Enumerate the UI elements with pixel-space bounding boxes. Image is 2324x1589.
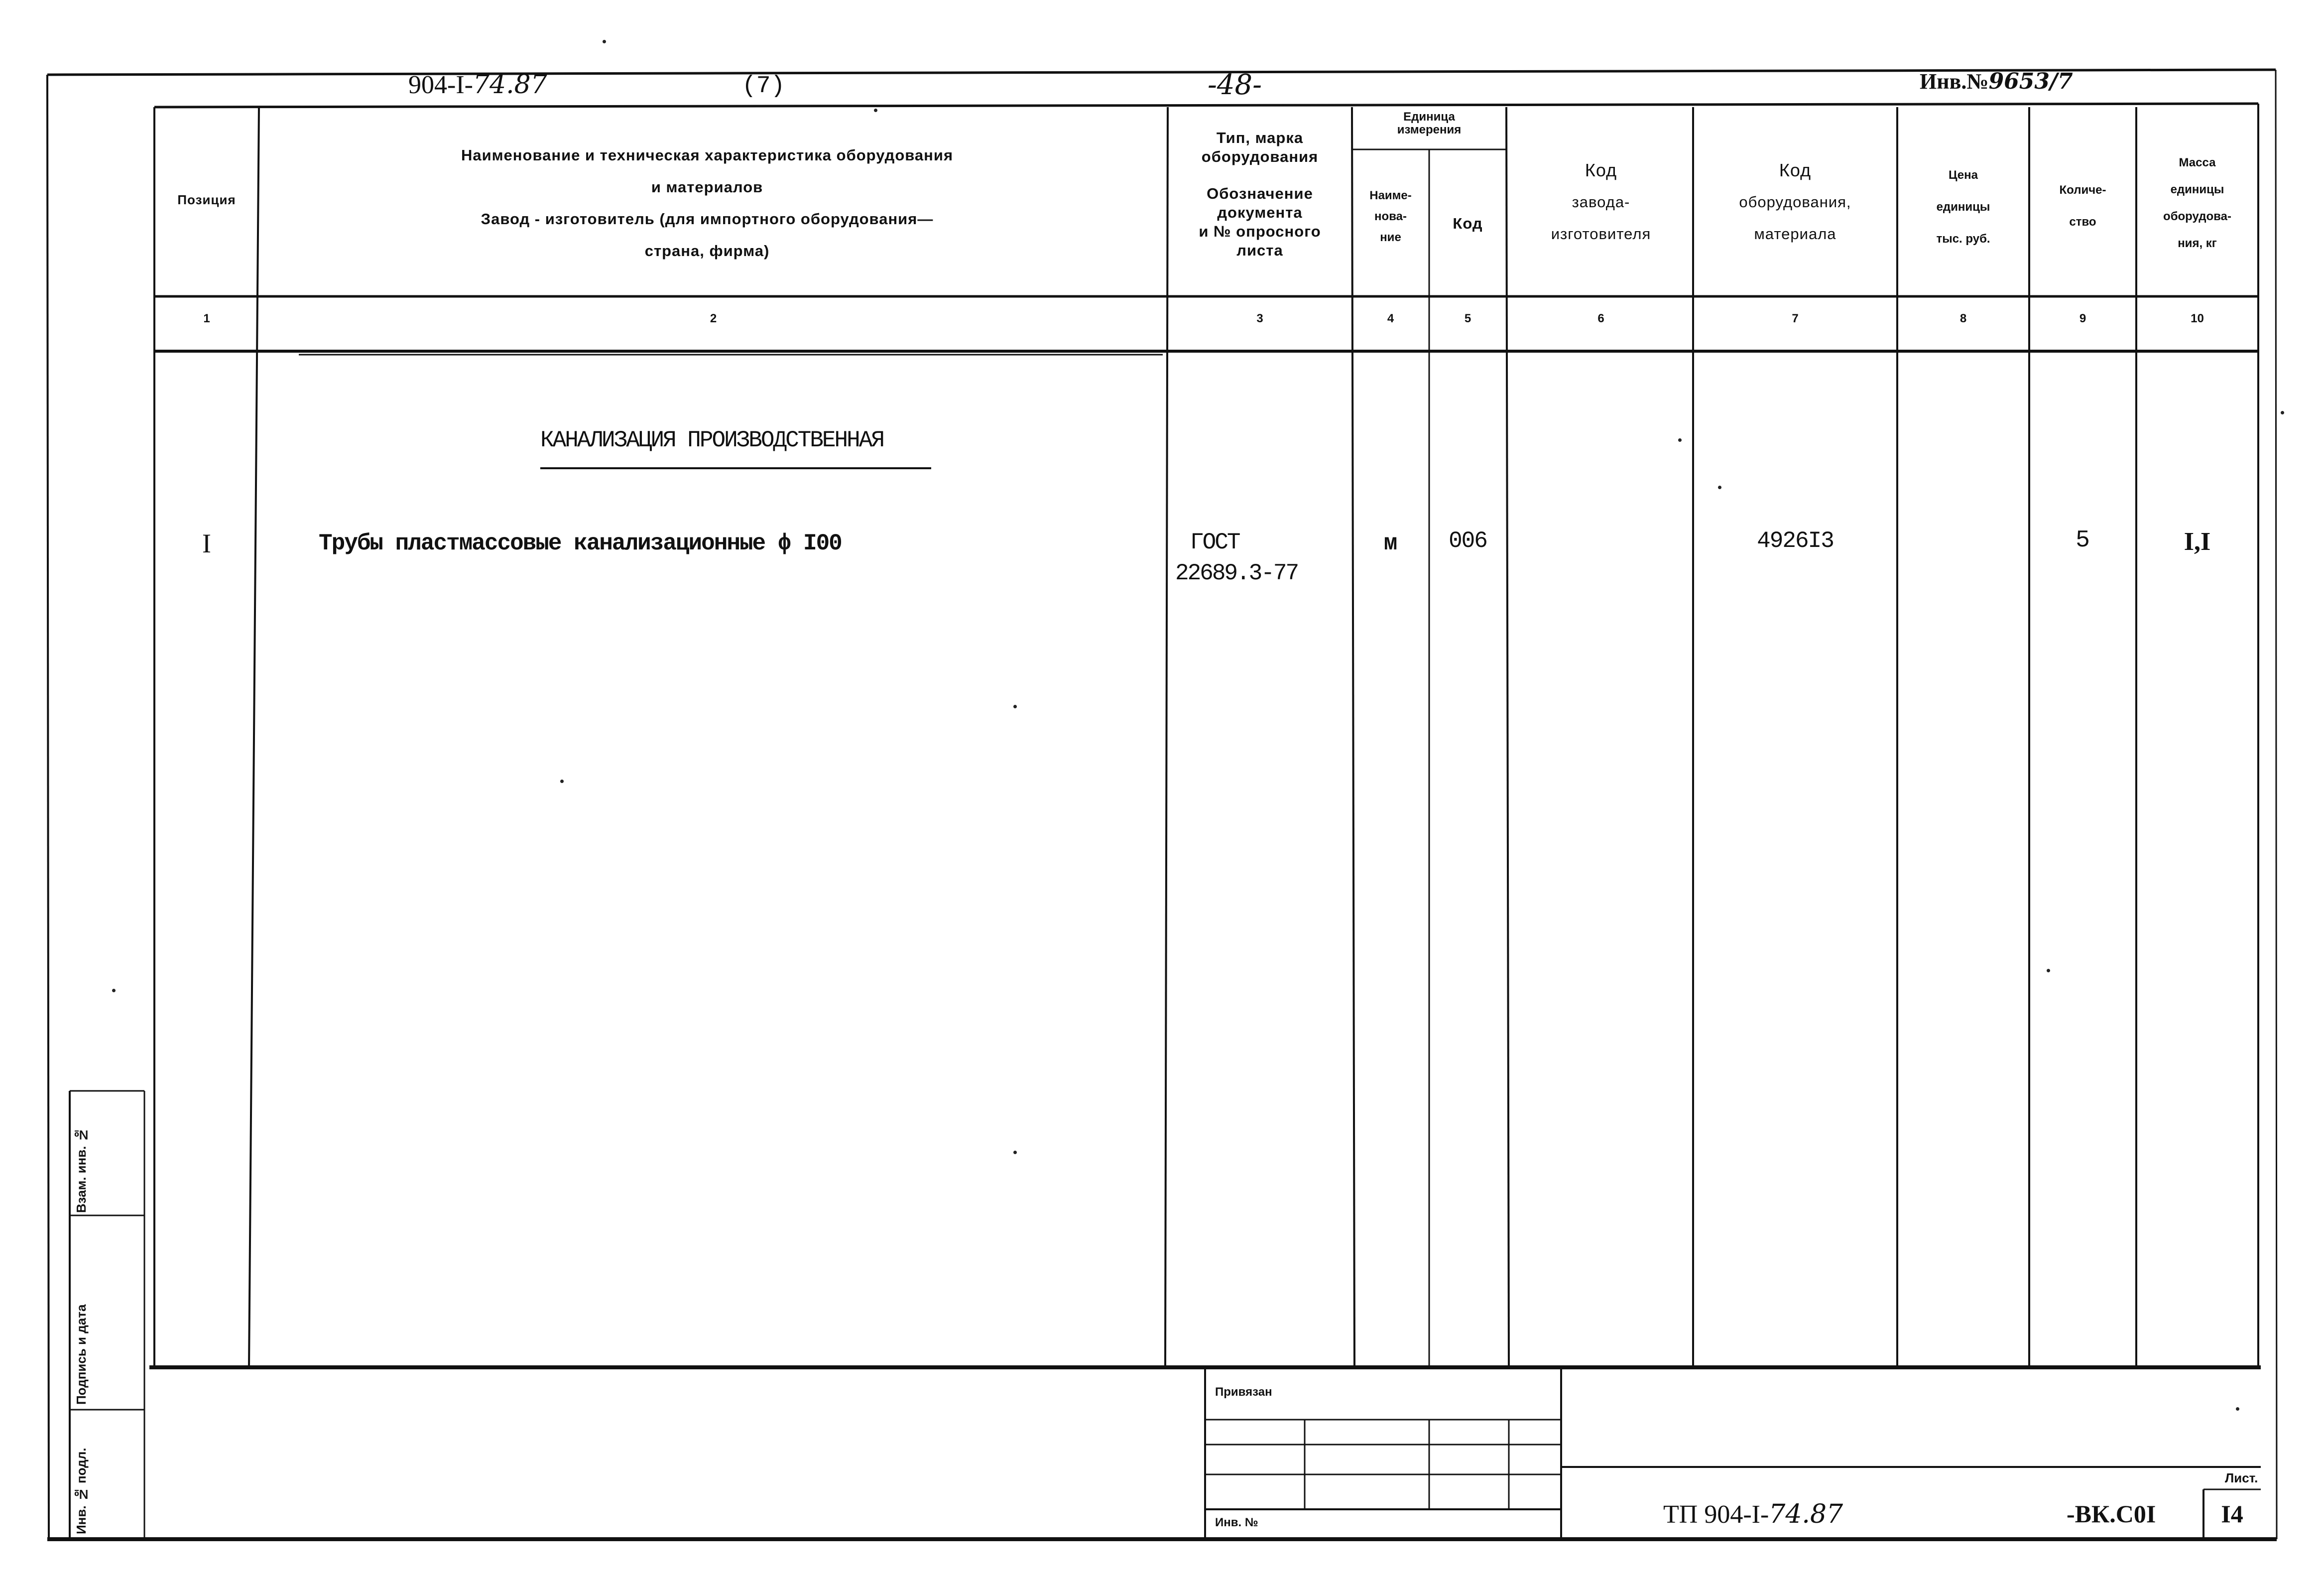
header-unit-line-2: измерения	[1397, 123, 1462, 136]
header-unit-code: Код	[1453, 215, 1483, 232]
header-position: Позиция	[177, 192, 236, 207]
header-doc-line-1: Обозначение	[1207, 185, 1313, 202]
col-num-3: 3	[1256, 312, 1263, 325]
header-doc-line-4: листа	[1236, 242, 1283, 259]
header-quantity-line-2: ство	[2069, 215, 2096, 229]
header-doc-line-3: и № опросного	[1199, 223, 1321, 240]
scan-speck	[2047, 969, 2050, 972]
scan-speck	[603, 40, 606, 43]
header-mass-line-4: ния, кг	[2178, 237, 2217, 250]
scan-speck	[1013, 705, 1017, 708]
header-equip-code	[1693, 154, 1897, 250]
col-num-8: 8	[1959, 312, 1967, 325]
header-mass-line-3: оборудова-	[2163, 210, 2231, 223]
sheet-part: (7)	[742, 73, 785, 100]
stamp-tp-handwritten: 74.87	[1769, 1499, 1843, 1529]
inventory-handwritten: 9653/7	[1988, 69, 2073, 94]
stamp-sheet-number: I4	[2221, 1500, 2243, 1528]
doc-number-handwritten: 74.87	[473, 70, 547, 100]
col-num-1: 1	[203, 312, 210, 325]
header-mass-line-2: единицы	[2170, 183, 2224, 196]
row-doc-line-1: ГОСТ	[1190, 530, 1239, 555]
col-num-4: 4	[1387, 312, 1394, 325]
row-name: Трубы пластмассовые канализационные ϕ I00	[319, 530, 842, 556]
header-doc-line-2: документа	[1217, 204, 1303, 221]
header-equip-code-line-2: оборудования,	[1739, 193, 1851, 211]
row-mass: I,I	[2184, 528, 2211, 556]
header-price	[1897, 159, 2029, 255]
stamp-code: -ВК.С0I	[2067, 1500, 2156, 1528]
header-quantity-line-1: Количе-	[2059, 183, 2106, 197]
header-maker-code-line-3: изготовителя	[1551, 225, 1651, 243]
row-quantity: 5	[2076, 527, 2090, 554]
stamp-tp-prefix: ТП 904-I-	[1663, 1500, 1769, 1529]
header-type-line-1: Тип, марка	[1216, 129, 1304, 146]
scan-speck	[112, 989, 116, 992]
header-maker-code-line-1: Код	[1585, 160, 1617, 180]
scan-speck	[1678, 438, 1682, 442]
header-unit-line-1: Единица	[1403, 110, 1455, 124]
scan-speck	[1013, 1151, 1017, 1154]
row-doc	[1175, 527, 1298, 589]
section-title: КАНАЛИЗАЦИЯ ПРОИЗВОДСТВЕННАЯ	[540, 427, 883, 453]
page-number: -48-	[1208, 69, 1262, 101]
col-num-10: 10	[2191, 312, 2204, 325]
header-equip-code-line-1: Код	[1779, 160, 1812, 180]
header-mass-line-1: Масса	[2179, 156, 2216, 169]
inventory-label: Инв.№	[1920, 69, 1989, 94]
header-name	[309, 139, 1105, 267]
header-type-line-2: оборудования	[1201, 148, 1319, 165]
scan-speck	[2236, 1407, 2239, 1411]
scan-speck	[560, 780, 564, 783]
header-unit-name	[1352, 185, 1429, 248]
row-position: I	[202, 529, 211, 558]
row-unit-code: 006	[1449, 528, 1487, 554]
scan-speck	[874, 109, 877, 112]
header-maker-code-line-2: завода-	[1572, 193, 1630, 211]
header-equip-code-line-3: материала	[1754, 225, 1836, 243]
header-maker-code	[1509, 154, 1693, 250]
stamp-sheet-label: Лист.	[2225, 1470, 2258, 1485]
row-doc-line-2: 22689.3-77	[1175, 560, 1298, 586]
stamp-inv-no: Инв. №	[1215, 1516, 1258, 1529]
stamp-inv-podl: Инв. № подл.	[74, 1448, 89, 1534]
scan-speck	[2281, 411, 2284, 414]
header-name-line-1: Наименование и техническая характеристика оборудования	[461, 146, 954, 164]
col-num-6: 6	[1597, 312, 1604, 325]
header-quantity	[2029, 174, 2136, 238]
header-price-line-1: Цена	[1948, 168, 1978, 182]
stamp-privyazan: Привязан	[1215, 1385, 1272, 1399]
col-num-7: 7	[1792, 312, 1799, 325]
stamp-vzam-inv: Взам. инв. №	[74, 1127, 89, 1213]
header-name-line-2: и материалов	[651, 178, 763, 196]
header-type	[1168, 129, 1352, 260]
header-price-line-3: тыс. руб.	[1936, 232, 1990, 246]
header-name-line-3: Завод - изготовитель (для импортного оборудования—	[481, 210, 934, 228]
header-price-line-2: единицы	[1936, 200, 1990, 214]
col-num-5: 5	[1464, 312, 1471, 325]
row-equip-code: 4926I3	[1757, 528, 1834, 554]
header-name-line-4: страна, фирма)	[644, 242, 770, 260]
stamp-tp-number	[1663, 1499, 1843, 1529]
header-mass	[2136, 149, 2258, 257]
stamp-podpis-data: Подпись и дата	[74, 1304, 89, 1405]
doc-number-prefix: 904-I-	[408, 71, 473, 99]
col-num-9: 9	[2079, 312, 2086, 325]
header-unit	[1352, 111, 1506, 136]
scan-speck	[1718, 486, 1721, 489]
header-unit-name-line-1: Наиме-	[1369, 189, 1412, 202]
header-unit-name-line-3: ние	[1380, 231, 1401, 244]
col-num-2: 2	[710, 312, 717, 325]
header-unit-name-line-2: нова-	[1374, 210, 1407, 223]
row-unit-name: м	[1383, 530, 1398, 556]
